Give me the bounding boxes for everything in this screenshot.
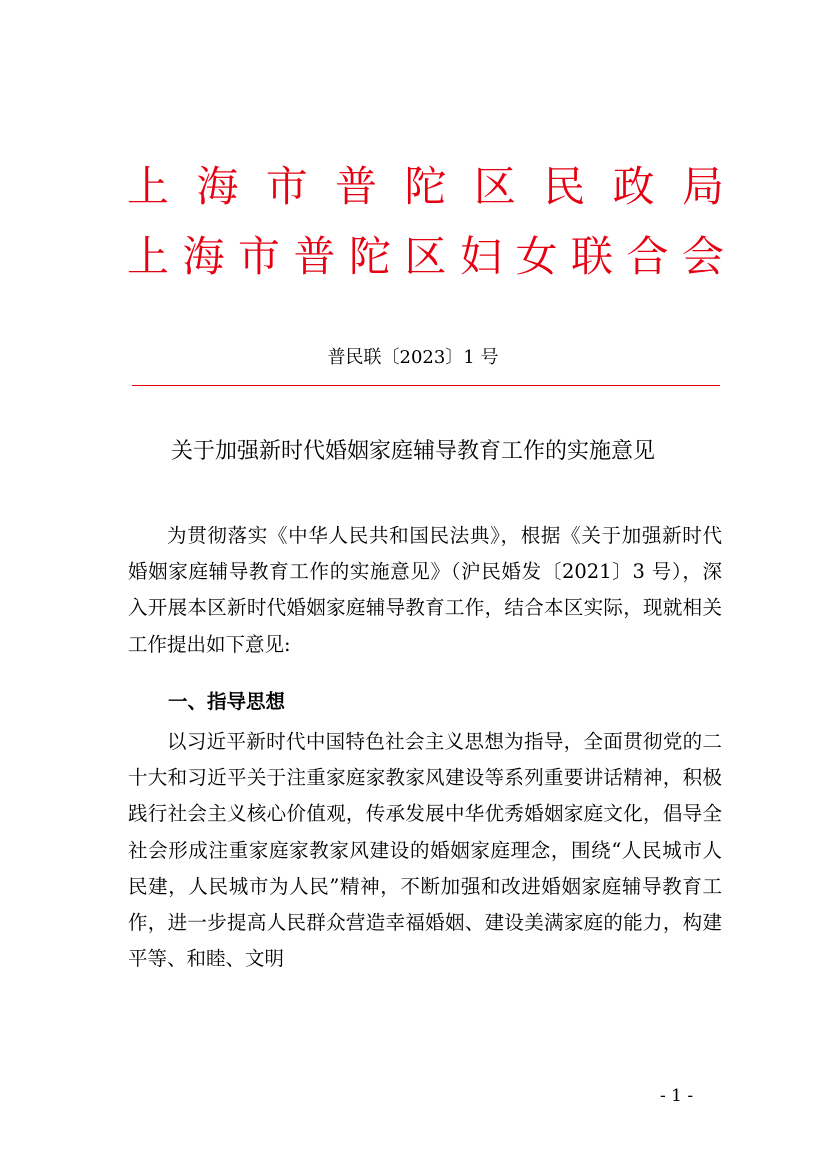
- intro-paragraph: 为贯彻落实《中华人民共和国民法典》，根据《关于加强新时代婚姻家庭辅导教育工作的实施意见》（沪民婚发〔2021〕3 号），深入开展本区新时代婚姻家庭辅导教育工作，结合本区实际，现就相关工作提出如下意见:: [128, 524, 722, 656]
- intro-paragraph-block: [128, 518, 722, 663]
- issuer-name-civil-affairs-bureau: 上 海 市 普 陀 区 民 政 局: [127, 162, 724, 211]
- page-number: - 1 -: [660, 1086, 694, 1106]
- document-number: 普民联〔2023〕1 号: [327, 347, 499, 368]
- section-heading-guiding-ideology: 一、指导思想: [168, 690, 286, 713]
- section-1-paragraph-block: [128, 724, 722, 977]
- issuer-name-womens-federation: 上 海 市 普 陀 区 妇 女 联 合 会: [127, 232, 724, 281]
- section-1-paragraph: 以习近平新时代中国特色社会主义思想为指导，全面贯彻党的二十大和习近平关于注重家庭家教家风建设等系列重要讲话精神，积极践行社会主义核心价值观，传承发展中华优秀婚姻家庭文化，倡导全社会形成注重家庭家教家风建设的婚姻家庭理念，围绕“人民城市人民建，人民城市为人民”精神，不断加强和改进婚姻家庭辅导教育工作，进一步提高人民群众营造幸福婚姻、建设美满家庭的能力，构建平等、和睦、文明: [128, 730, 722, 971]
- red-divider-line: [132, 385, 720, 386]
- document-title: 关于加强新时代婚姻家庭辅导教育工作的实施意见: [170, 439, 655, 464]
